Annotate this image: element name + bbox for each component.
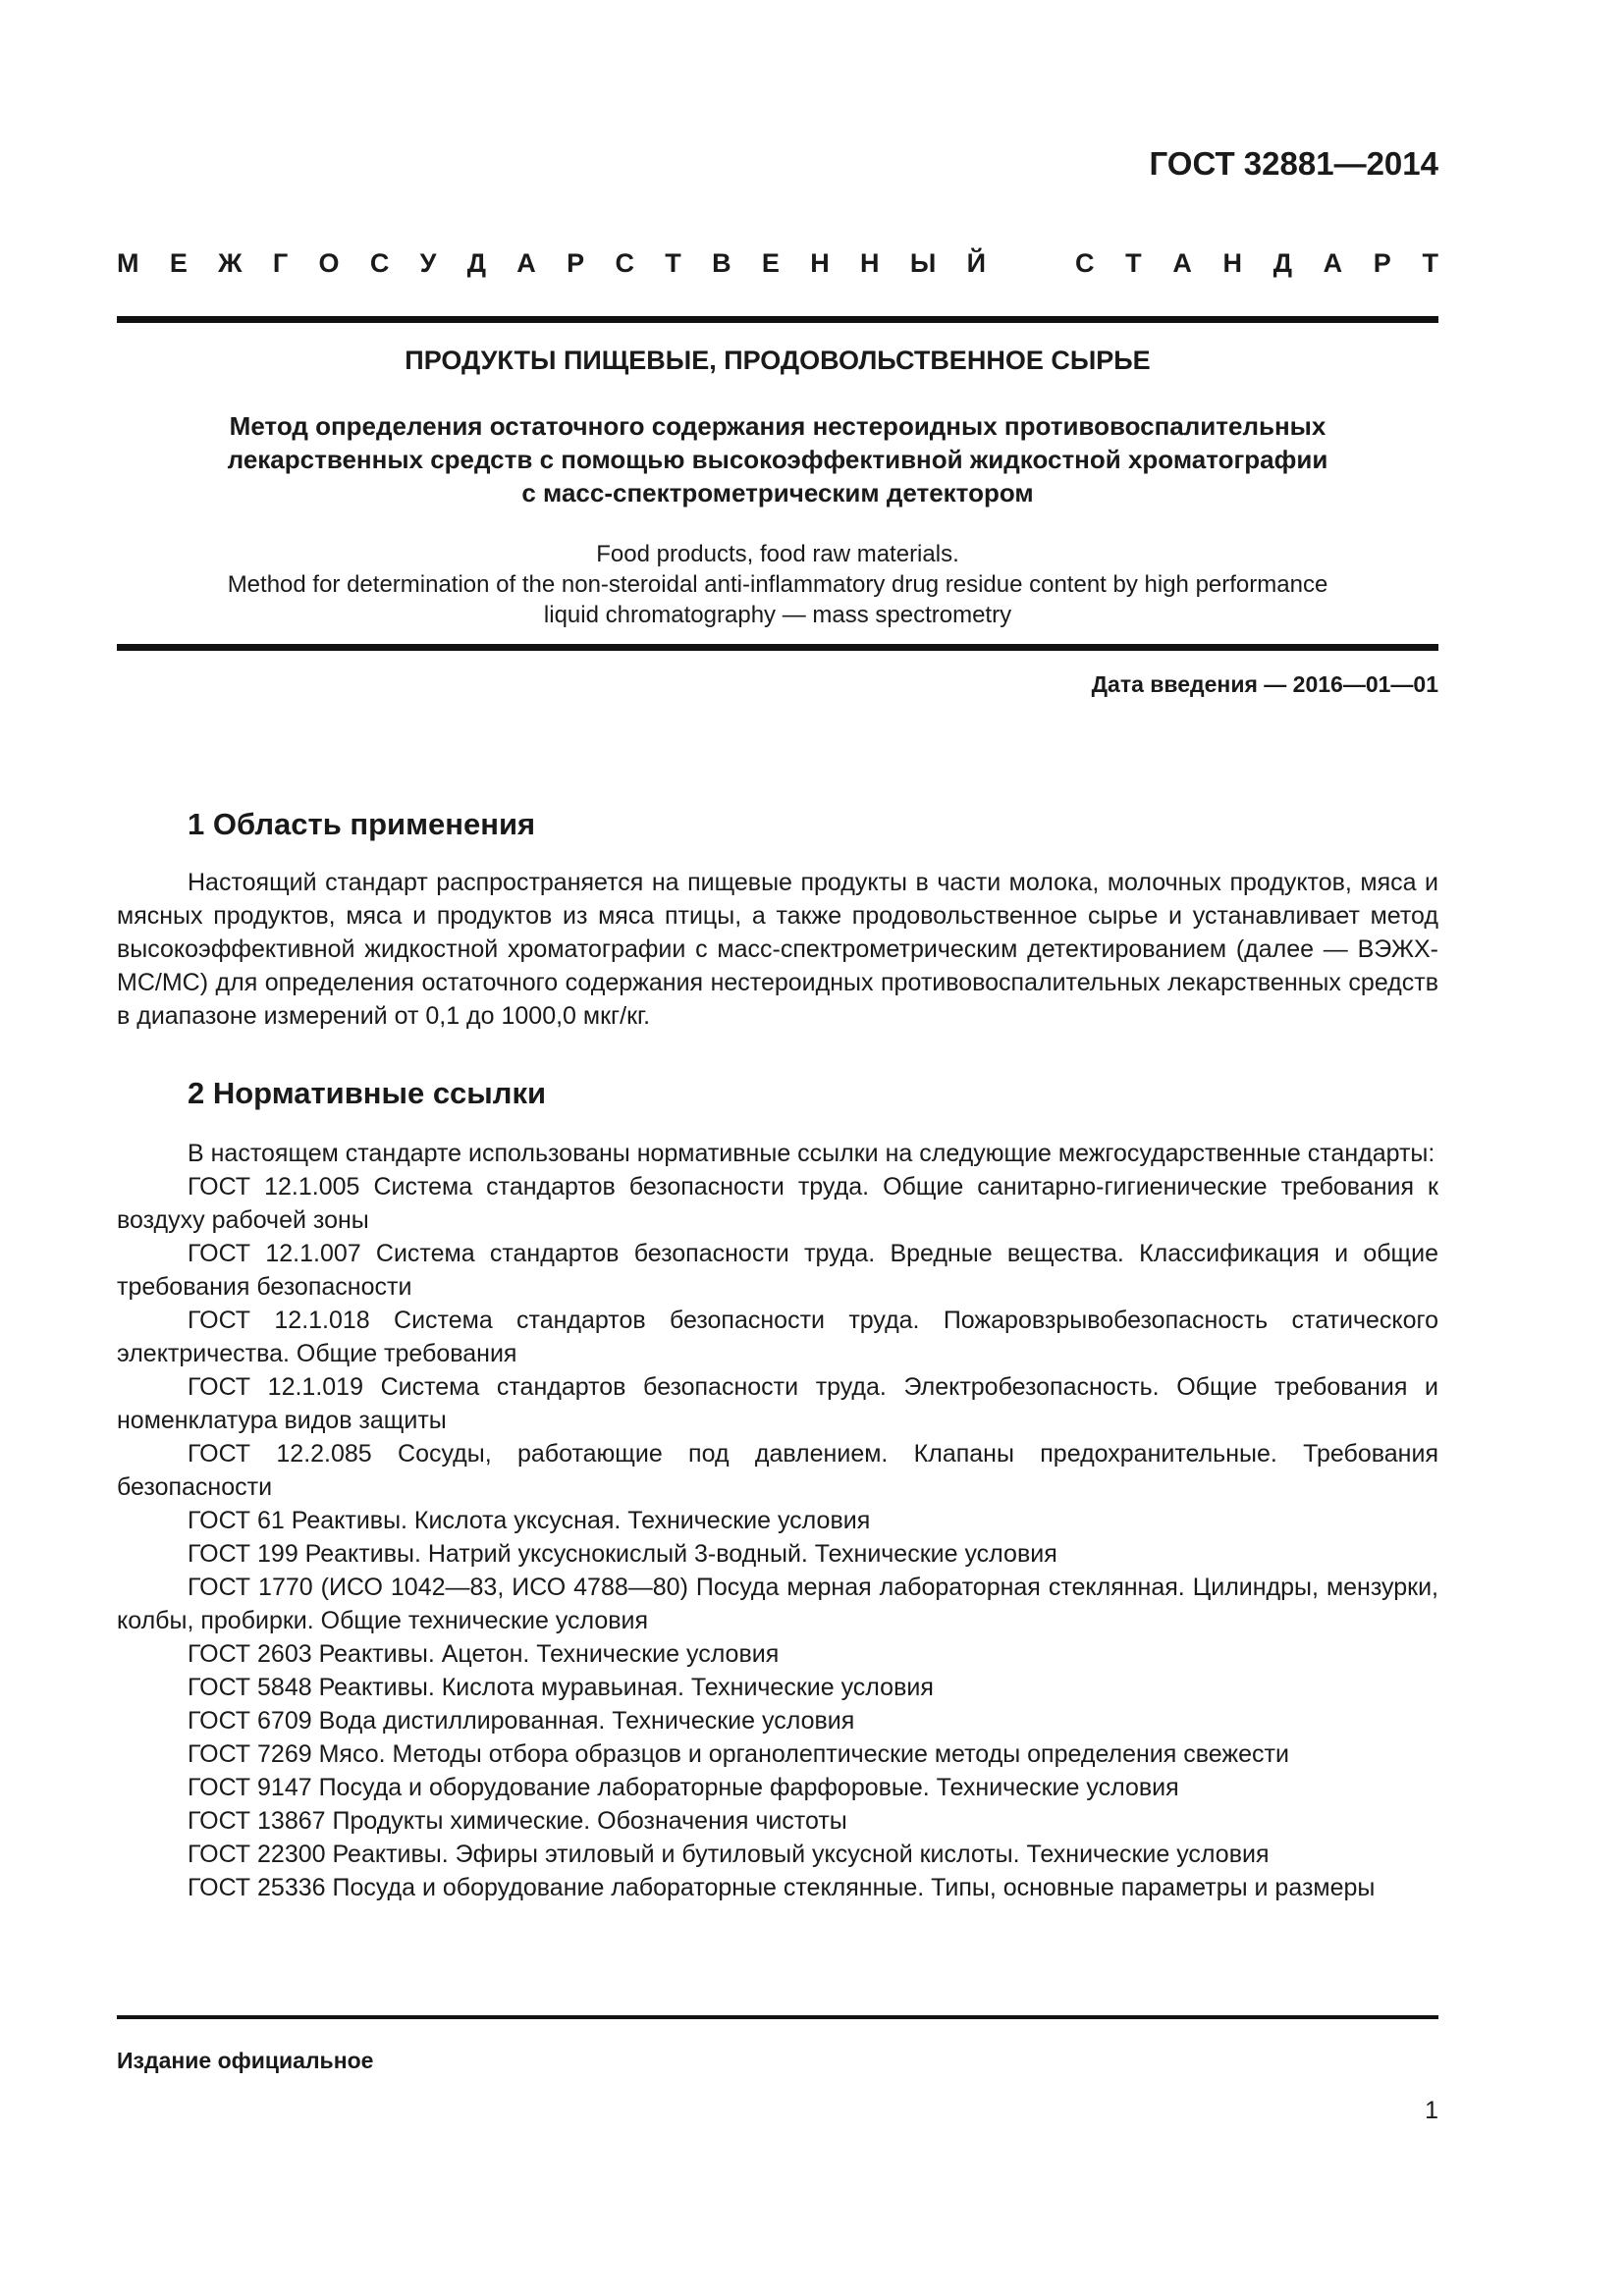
banner-letter: Е: [761, 248, 780, 278]
banner-letter: Н: [810, 248, 830, 278]
document-title: ПРОДУКТЫ ПИЩЕВЫЕ, ПРОДОВОЛЬСТВЕННОЕ СЫРЬЕ: [405, 346, 1151, 375]
section-2-heading: 2 Нормативные ссылки: [188, 1076, 547, 1110]
banner-letter: Й: [966, 248, 986, 278]
reference-item: ГОСТ 13867 Продукты химические. Обозначения чистоты: [188, 1807, 847, 1835]
banner-letter: Т: [665, 248, 681, 278]
header-rule: [117, 316, 1438, 323]
standard-word: [1075, 248, 1438, 279]
reference-item: ГОСТ 1770 (ИСО 1042—83, ИСО 4788—80) Посуда мерная лабораторная стеклянная. Цилиндры, мензурки, колбы, пробирки. Общие технические условия: [117, 1574, 1438, 1634]
reference-item: ГОСТ 9147 Посуда и оборудование лабораторные фарфоровые. Технические условия: [188, 1774, 1179, 1801]
reference-item: ГОСТ 61 Реактивы. Кислота уксусная. Технические условия: [188, 1507, 871, 1534]
banner-letter: В: [712, 248, 731, 278]
section-1-text: [117, 866, 1438, 1033]
paragraph: В настоящем стандарте использованы нормативные ссылки на следующие межгосударственные стандарты:: [188, 1140, 1435, 1167]
banner-letter: Ж: [218, 248, 243, 278]
reference-item: ГОСТ 5848 Реактивы. Кислота муравьиная. Технические условия: [188, 1674, 934, 1701]
reference-item: ГОСТ 199 Реактивы. Натрий уксуснокислый 3-водный. Технические условия: [188, 1540, 1057, 1568]
reference-item: ГОСТ 6709 Вода дистиллированная. Технические условия: [188, 1707, 855, 1735]
gost-number: ГОСТ 32881—2014: [1149, 145, 1438, 182]
interstate-standard-banner: [117, 248, 1438, 279]
banner-letter: Е: [169, 248, 188, 278]
english-title-line: liquid chromatography — mass spectrometry: [543, 602, 1012, 628]
banner-letter: Д: [1272, 248, 1292, 278]
reference-item: ГОСТ 12.1.018 Система стандартов безопасности труда. Пожаровзрывобезопасность статического электричества. Общие требования: [117, 1307, 1438, 1367]
paragraph: Настоящий стандарт распространяется на пищевые продукты в части молока, молочных продуктов, мяса и мясных продуктов, мяса и продуктов из мяса птицы, а также продовольственное сырье и устанавливает метод высокоэффективной жидкостной хроматографии с масс-спектрометрическим детектированием (далее — ВЭЖХ-МС/МС) для определения остаточного содержания нестероидных противовоспалительных лекарственных средств в диапазоне измерений от 0,1 до 1000,0 мкг/кг.: [117, 869, 1438, 1030]
subtitle-line: лекарственных средств с помощью высокоэффективной жидкостной хроматографии: [227, 445, 1328, 474]
banner-letter: Г: [272, 248, 289, 278]
reference-item: ГОСТ 25336 Посуда и оборудование лабораторные стеклянные. Типы, основные параметры и размеры: [188, 1874, 1376, 1901]
banner-letter: Р: [567, 248, 585, 278]
banner-letter: Н: [860, 248, 880, 278]
banner-letter: Т: [1125, 248, 1142, 278]
reference-item: ГОСТ 7269 Мясо. Методы отбора образцов и органолептические методы определения свежести: [188, 1740, 1289, 1768]
footer-rule: [117, 2015, 1438, 2019]
banner-letter: М: [117, 248, 139, 278]
banner-letter: С: [615, 248, 634, 278]
banner-letter: С: [1075, 248, 1095, 278]
english-title: [176, 539, 1380, 630]
document-page: [117, 0, 1438, 2296]
edition-label: Издание официальное: [117, 2048, 374, 2073]
section-1-heading: 1 Область применения: [188, 807, 536, 841]
normative-references: [117, 1137, 1438, 1904]
english-title-line: Method for determination of the non-steroidal anti-inflammatory drug residue content by high performance: [227, 571, 1328, 598]
reference-item: ГОСТ 12.1.019 Система стандартов безопасности труда. Электробезопасность. Общие требования и номенклатура видов защиты: [117, 1373, 1438, 1434]
banner-letter: А: [516, 248, 536, 278]
banner-letter: А: [1172, 248, 1192, 278]
page-number: 1: [1425, 2097, 1438, 2124]
reference-item: ГОСТ 12.1.007 Система стандартов безопасности труда. Вредные вещества. Классификация и общие требования безопасности: [117, 1240, 1438, 1301]
reference-item: ГОСТ 12.2.085 Сосуды, работающие под давлением. Клапаны предохранительные. Требования безопасности: [117, 1440, 1438, 1501]
banner-letter: А: [1323, 248, 1343, 278]
banner-letter: Д: [466, 248, 486, 278]
reference-item: ГОСТ 2603 Реактивы. Ацетон. Технические условия: [188, 1640, 780, 1668]
title-rule: [117, 644, 1438, 651]
banner-letter: Т: [1422, 248, 1438, 278]
banner-letter: Ы: [909, 248, 937, 278]
banner-letter: Р: [1373, 248, 1391, 278]
interstate-word: [117, 248, 986, 279]
banner-letter: О: [318, 248, 340, 278]
subtitle-line: Метод определения остаточного содержания нестероидных противовоспалительных: [229, 411, 1326, 441]
subtitle-line: с масс-спектрометрическим детектором: [521, 478, 1034, 507]
reference-item: ГОСТ 22300 Реактивы. Эфиры этиловый и бутиловый уксусной кислоты. Технические условия: [188, 1841, 1270, 1868]
banner-letter: Н: [1222, 248, 1243, 278]
banner-letter: У: [419, 248, 437, 278]
reference-item: ГОСТ 12.1.005 Система стандартов безопасности труда. Общие санитарно-гигиенические требования к воздуху рабочей зоны: [117, 1173, 1438, 1234]
english-title-line: Food products, food raw materials.: [596, 541, 959, 567]
introduction-date: Дата введения — 2016—01—01: [1091, 671, 1438, 697]
document-subtitle: [176, 409, 1380, 509]
banner-letter: С: [369, 248, 390, 278]
